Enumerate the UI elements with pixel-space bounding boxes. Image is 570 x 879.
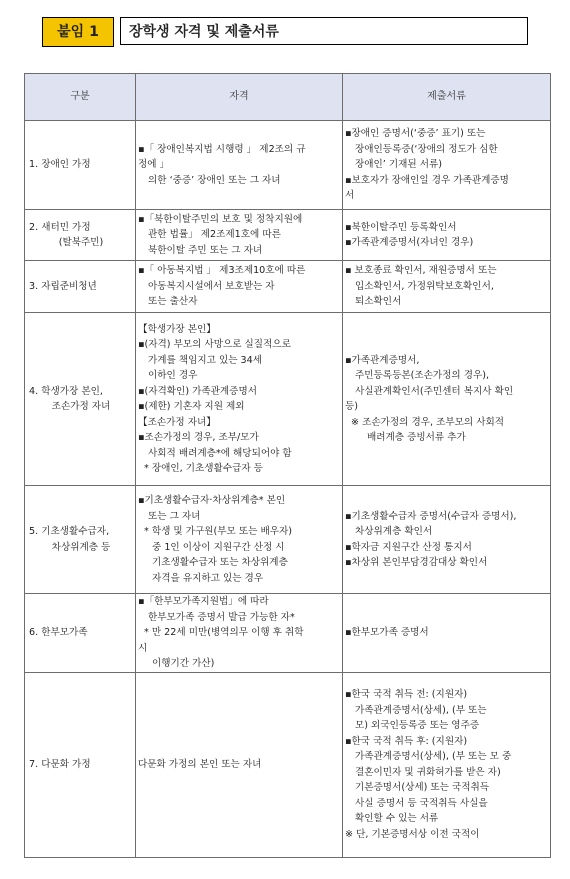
qualification-line: 아동복지시설에서 보호받는 자 bbox=[148, 280, 275, 292]
category-line: 5. 기초생활수급자, bbox=[29, 526, 110, 537]
row-category bbox=[25, 672, 136, 857]
row-qualification bbox=[136, 261, 343, 313]
row-documents bbox=[343, 594, 551, 673]
page-header bbox=[42, 17, 530, 47]
table-row bbox=[25, 261, 551, 313]
document-line: 주민등록등본(조손가정의 경우), bbox=[355, 370, 490, 381]
qualification-line: ▪(자격) 부모의 사망으로 실질적으로 bbox=[138, 339, 291, 350]
document-line: ▪가족관계증명서(자녀인 경우) bbox=[345, 237, 474, 248]
header-qualification: 자격 bbox=[136, 74, 343, 121]
document-line: 배려계층 증빙서류 추가 bbox=[367, 432, 466, 443]
row-category bbox=[25, 486, 136, 594]
category-line: 1. 장애인 가정 bbox=[29, 159, 91, 171]
table-header-row bbox=[25, 74, 551, 121]
qualification-line: 【학생가장 본인】 bbox=[138, 323, 216, 335]
qualification-line: ▪(제한) 기혼자 지원 제외 bbox=[138, 401, 245, 412]
row-category bbox=[25, 261, 136, 313]
document-line: ▪한부모가족 증명서 bbox=[345, 627, 429, 638]
category-line: 7. 다문화 가정 bbox=[29, 758, 91, 770]
document-line: 가족관계증명서(상세), (부 또는 모 중 bbox=[355, 751, 512, 762]
qualification-line: 이하인 경우 bbox=[148, 370, 198, 381]
qualification-line: 이행기간 가산) bbox=[152, 658, 215, 669]
document-line: ▪학자금 지원구간 산정 통지서 bbox=[345, 541, 472, 553]
table-row bbox=[25, 121, 551, 210]
document-line: ▪한국 국적 취득 전: (지원자) bbox=[345, 689, 468, 700]
qualification-line: 정에 」 bbox=[138, 159, 170, 171]
document-line: ▪보호자가 장애인일 경우 가족관계증명 bbox=[345, 174, 509, 186]
document-line: ▪차상위 본인부담경감대상 확인서 bbox=[345, 557, 488, 568]
row-category bbox=[25, 313, 136, 486]
row-qualification bbox=[136, 313, 343, 486]
document-line: ▪기초생활수급자 증명서(수급자 증명서), bbox=[345, 510, 517, 522]
qualification-line: * 만 22세 미만(병역의무 이행 후 취학 bbox=[144, 627, 304, 638]
row-documents bbox=[343, 121, 551, 210]
qualification-line: 기초생활수급자 또는 차상위계층 bbox=[152, 557, 288, 568]
qualification-line: ▪기초생활수급자·차상위계층* 본인 bbox=[138, 495, 286, 506]
document-line: 차상위계층 확인서 bbox=[355, 526, 433, 537]
document-line: 가족관계증명서(상세), (부 또는 bbox=[355, 704, 487, 716]
page-title: 장학생 자격 및 제출서류 bbox=[120, 17, 528, 45]
qualification-line: 다문화 가정의 본인 또는 자녀 bbox=[138, 758, 262, 770]
qualification-line: ▪조손가정의 경우, 조부/모가 bbox=[138, 432, 259, 443]
row-qualification bbox=[136, 121, 343, 210]
document-line: 사실 증명서 등 국적취득 사실을 bbox=[355, 797, 488, 809]
qualification-line: 중 1인 이상이 지원구간 산정 시 bbox=[152, 541, 285, 553]
qualification-line: 또는 출산자 bbox=[148, 296, 198, 308]
qualification-line: 사회적 배려계층*에 해당되어야 함 bbox=[148, 447, 292, 459]
document-line: 장애인등록증(‘장애의 정도가 심한 bbox=[355, 143, 498, 155]
qualification-line: 가계를 책임지고 있는 34세 bbox=[148, 354, 263, 366]
qualification-line: 관한 법률」 제2조제1호에 따른 bbox=[148, 229, 281, 241]
document-line: ▪ 보호종료 확인서, 재원증명서 또는 bbox=[345, 265, 497, 277]
document-line: ▪가족관계증명서, bbox=[345, 354, 420, 366]
qualification-line: 【조손가정 자녀】 bbox=[138, 416, 216, 428]
document-line: 장애인’ 기재된 서류) bbox=[355, 159, 443, 171]
row-category bbox=[25, 121, 136, 210]
document-line: ※ 단, 기본증명서상 이전 국적이 bbox=[345, 828, 480, 840]
document-line: 확인할 수 있는 서류 bbox=[355, 813, 439, 824]
document-line: ※ 조손가정의 경우, 조부모의 사회적 bbox=[351, 416, 505, 428]
table-row bbox=[25, 594, 551, 673]
table-row bbox=[25, 210, 551, 261]
qualification-line: 시 bbox=[138, 642, 148, 654]
document-line: ▪북한이탈주민 등록확인서 bbox=[345, 221, 457, 233]
header-category: 구분 bbox=[25, 74, 136, 121]
scholarship-table bbox=[24, 73, 551, 858]
table-row bbox=[25, 486, 551, 594]
document-line: ▪장애인 증명서(‘중증’ 표기) 또는 bbox=[345, 128, 486, 140]
document-line: 사실관계확인서(주민센터 복지사 확인 bbox=[355, 385, 514, 397]
qualification-line: * 장애인, 기초생활수급자 등 bbox=[144, 463, 263, 474]
row-qualification bbox=[136, 210, 343, 261]
qualification-line: 또는 그 자녀 bbox=[148, 510, 201, 522]
row-category bbox=[25, 210, 136, 261]
qualification-line: ▪「북한이탈주민의 보호 및 정착지원에 bbox=[138, 213, 303, 225]
document-line: 퇴소확인서 bbox=[355, 296, 402, 308]
table-row bbox=[25, 313, 551, 486]
row-documents bbox=[343, 672, 551, 857]
category-line: 6. 한부모가족 bbox=[29, 627, 88, 638]
category-line: 2. 새터민 가정 bbox=[29, 221, 91, 233]
attachment-badge: 붙임 1 bbox=[42, 17, 114, 47]
row-category bbox=[25, 594, 136, 673]
qualification-line: 자격을 유지하고 있는 경우 bbox=[152, 572, 264, 584]
document-line: 등) bbox=[345, 401, 359, 412]
qualification-line: ▪(자격확인) 가족관계증명서 bbox=[138, 385, 257, 397]
qualification-line: 의한 ‘중증’ 장애인 또는 그 자녀 bbox=[148, 174, 281, 186]
document-line: 결혼이민자 및 귀화허가를 받은 자) bbox=[355, 766, 501, 778]
qualification-line: ▪「 아동복지법 」 제3조제10호에 따른 bbox=[138, 265, 306, 277]
document-line: 입소확인서, 가정위탁보호확인서, bbox=[355, 280, 494, 292]
row-documents bbox=[343, 313, 551, 486]
row-documents bbox=[343, 486, 551, 594]
row-qualification bbox=[136, 594, 343, 673]
qualification-line: 북한이탈 주민 또는 그 자녀 bbox=[148, 244, 263, 256]
qualification-line: ▪「한부모가족지원법」에 따라 bbox=[138, 596, 269, 607]
row-documents bbox=[343, 261, 551, 313]
qualification-line: 한부모가족 증명서 발급 가능한 자* bbox=[148, 611, 295, 623]
table-row bbox=[25, 672, 551, 857]
document-line: ▪한국 국적 취득 후: (지원자) bbox=[345, 735, 468, 747]
category-line: (탈북주민) bbox=[58, 237, 104, 248]
qualification-line: ▪「 장애인복지법 시행령 」 제2조의 규 bbox=[138, 143, 306, 155]
category-line: 조손가정 자녀 bbox=[51, 401, 111, 412]
document-line: 기본증명서(상세) 또는 국적취득 bbox=[355, 782, 490, 793]
document-line: 모) 외국인등록증 또는 영주증 bbox=[355, 720, 480, 731]
row-qualification bbox=[136, 486, 343, 594]
row-qualification bbox=[136, 672, 343, 857]
category-line: 3. 자립준비청년 bbox=[29, 280, 97, 292]
document-line: 서 bbox=[345, 190, 355, 202]
header-documents: 제출서류 bbox=[343, 74, 551, 121]
qualification-line: * 학생 및 가구원(부모 또는 배우자) bbox=[144, 526, 293, 537]
row-documents bbox=[343, 210, 551, 261]
category-line: 4. 학생가장 본인, bbox=[29, 385, 103, 397]
category-line: 차상위계층 등 bbox=[51, 541, 111, 553]
